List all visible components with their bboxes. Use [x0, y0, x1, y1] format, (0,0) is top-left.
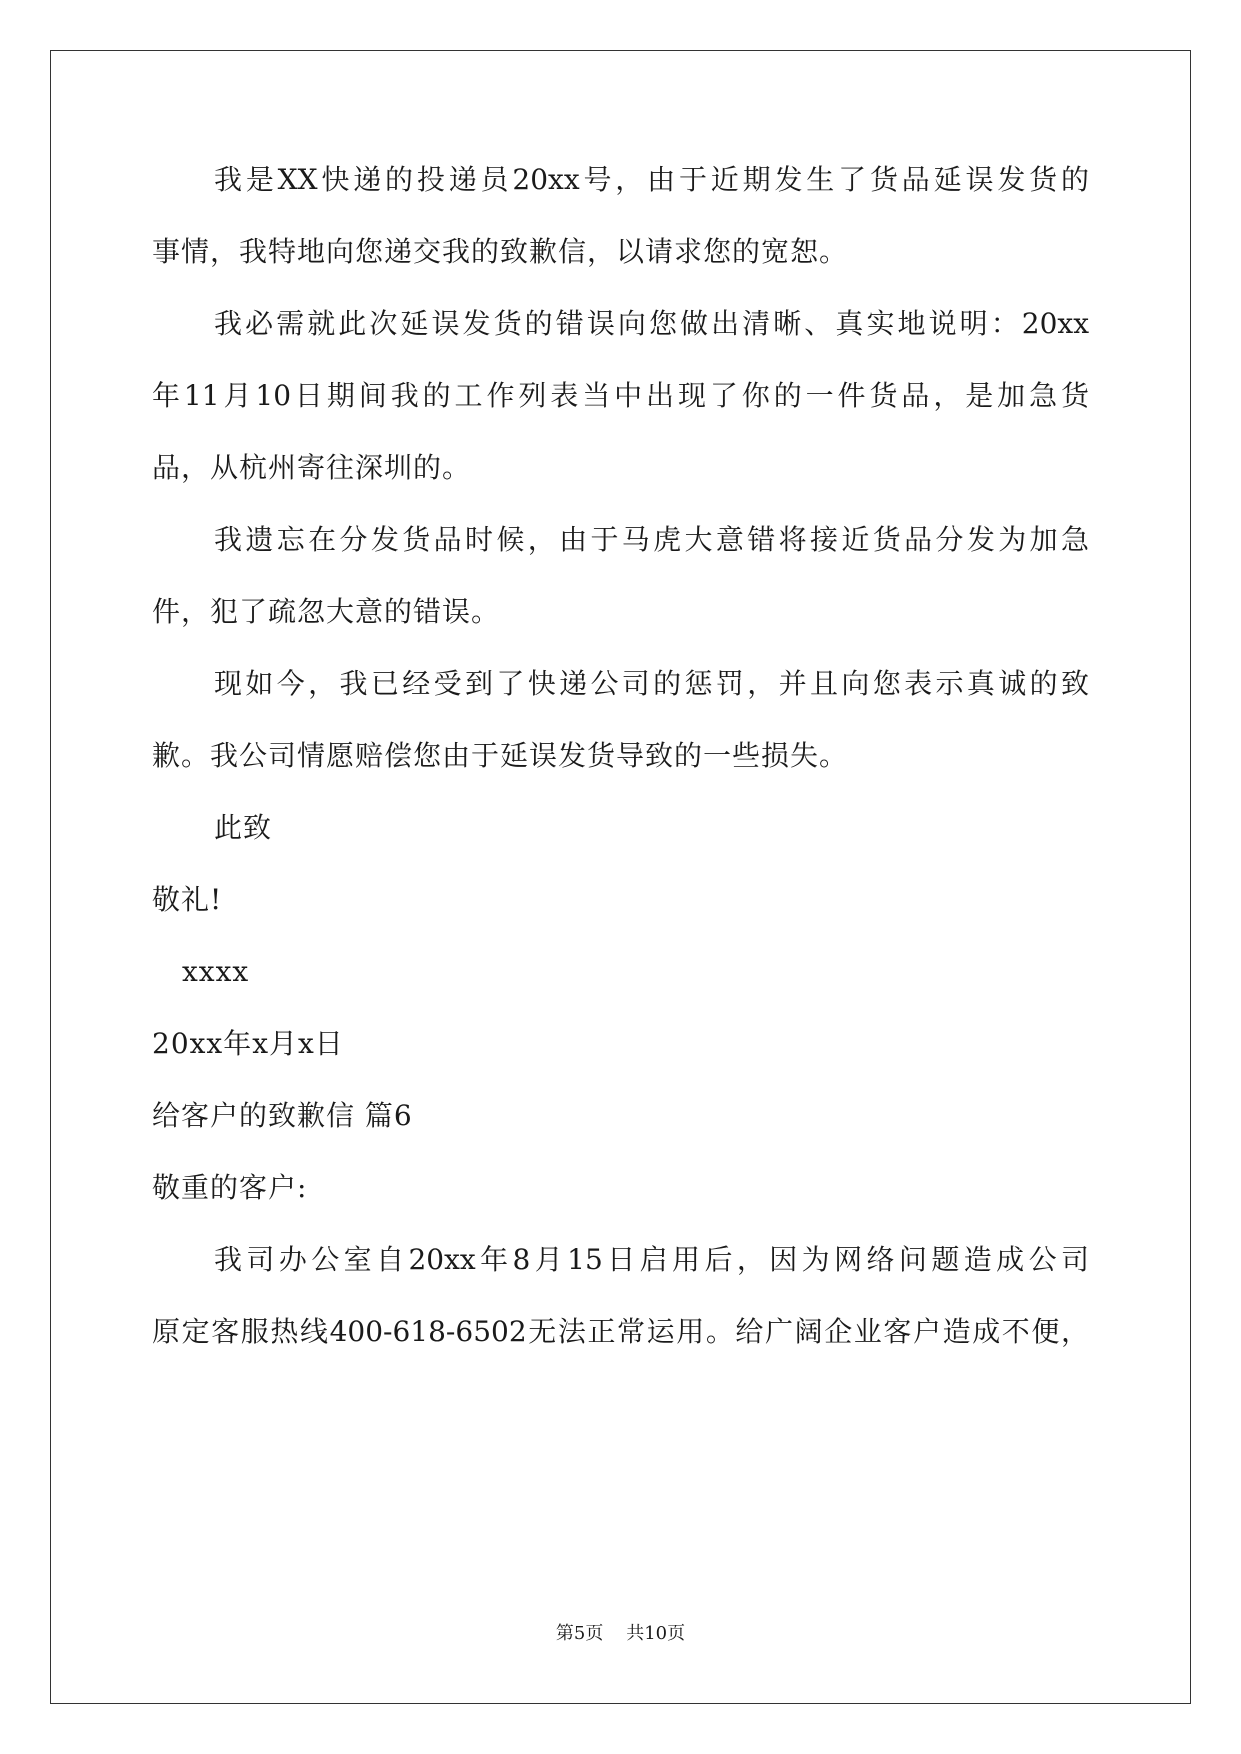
- section-heading: 给客户的致歉信 篇6: [152, 1099, 413, 1132]
- paragraph-line: 品，从杭州寄往深圳的。: [152, 451, 472, 484]
- paragraph-line: 现如今，我已经受到了快递公司的惩罚，并且向您表示真诚的致: [214, 667, 1089, 700]
- paragraph-line: 我司办公室自20xx年8月15日启用后，因为网络问题造成公司: [214, 1243, 1089, 1276]
- page-number: 第5页: [555, 1623, 604, 1644]
- paragraph-line: 歉。我公司情愿赔偿您由于延误发货导致的一些损失。: [152, 739, 849, 772]
- signature-name: xxxx: [182, 955, 250, 988]
- paragraph-line: 我遗忘在分发货品时候，由于马虎大意错将接近货品分发为加急: [214, 523, 1089, 556]
- paragraph-line: 件，犯了疏忽大意的错误。: [152, 595, 501, 628]
- closing-regards: 敬礼!: [152, 883, 223, 916]
- paragraph-line: 我是XX快递的投递员20xx号，由于近期发生了货品延误发货的: [214, 163, 1089, 196]
- paragraph-line: 事情，我特地向您递交我的致歉信，以请求您的宽恕。: [152, 235, 849, 268]
- paragraph-line: 我必需就此次延误发货的错误向您做出清晰、真实地说明：20xx: [214, 307, 1089, 340]
- letter-greeting: 敬重的客户:: [152, 1171, 308, 1204]
- page-footer: [0, 1622, 1241, 1646]
- page-total: 共10页: [626, 1623, 686, 1644]
- paragraph-line: 年11月10日期间我的工作列表当中出现了你的一件货品，是加急货: [152, 379, 1089, 412]
- signature-date: 20xx年x月x日: [152, 1027, 344, 1060]
- page-border: [50, 50, 1191, 1704]
- paragraph-line: 原定客服热线400-618-6502无法正常运用。给广阔企业客户造成不便，: [152, 1315, 1089, 1348]
- closing-salutation: 此致: [214, 811, 273, 844]
